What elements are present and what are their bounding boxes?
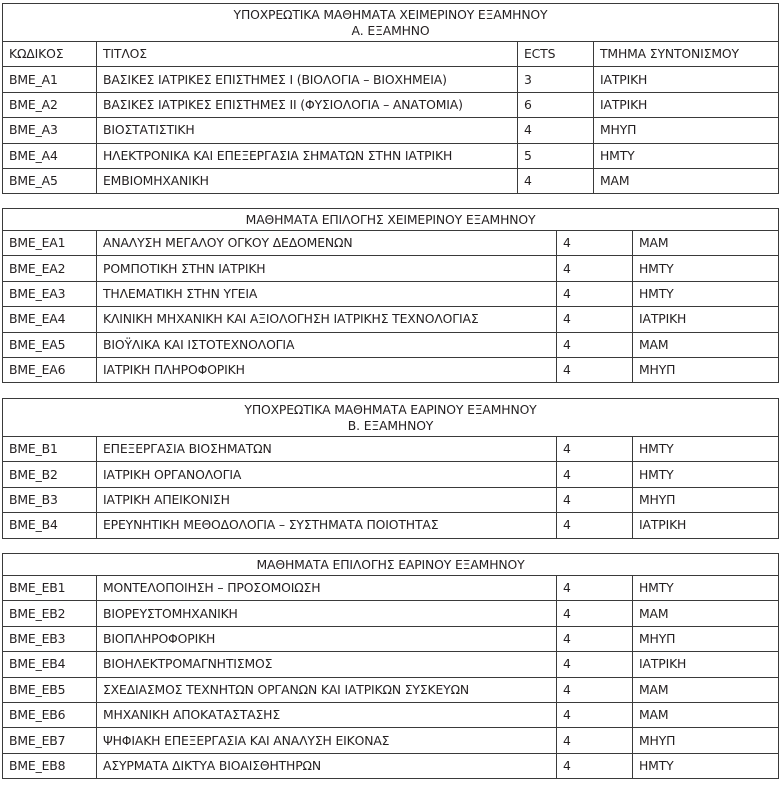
table-subtitle-line: Β. ΕΞΑΜΗΝΟΥ (347, 418, 434, 433)
table-header-row (3, 42, 779, 67)
course-ects: 4 (557, 626, 633, 651)
course-department: ΜΑΜ (633, 702, 779, 727)
header-department: ΤΜΗΜΑ ΣΥΝΤΟΝΙΣΜΟΥ (594, 42, 779, 67)
course-title: ΙΑΤΡΙΚΗ ΟΡΓΑΝΟΛΟΓΙΑ (97, 462, 557, 487)
course-title: ΨΗΦΙΑΚΗ ΕΠΕΞΕΡΓΑΣΙΑ ΚΑΙ ΑΝΑΛΥΣΗ ΕΙΚΟΝΑΣ (97, 728, 557, 753)
course-code: BME_EB3 (3, 626, 97, 651)
course-ects: 4 (557, 487, 633, 512)
course-ects: 4 (557, 702, 633, 727)
course-code: BME_EB7 (3, 728, 97, 753)
course-title: ΕΡΕΥΝΗΤΙΚΗ ΜΕΘΟΔΟΛΟΓΙΑ – ΣΥΣΤΗΜΑΤΑ ΠΟΙΟΤΗΤΑΣ (97, 513, 557, 538)
course-code: BME_B3 (3, 487, 97, 512)
course-title: ΤΗΛΕΜΑΤΙΚΗ ΣΤΗΝ ΥΓΕΙΑ (97, 281, 557, 306)
course-code: BME_B1 (3, 437, 97, 462)
course-department: ΙΑΤΡΙΚΗ (594, 92, 779, 117)
course-title: ΑΝΑΛΥΣΗ ΜΕΓΑΛΟΥ ΟΓΚΟΥ ΔΕΔΟΜΕΝΩΝ (97, 231, 557, 256)
course-ects: 4 (557, 601, 633, 626)
course-code: BME_A2 (3, 92, 97, 117)
course-title: ΒΙΟΠΛΗΡΟΦΟΡΙΚΗ (97, 626, 557, 651)
header-ects: ECTS (518, 42, 594, 67)
spring-mandatory-courses-table (2, 398, 779, 539)
table-title-row (3, 554, 779, 576)
course-title: ΡΟΜΠΟΤΙΚΗ ΣΤΗΝ ΙΑΤΡΙΚΗ (97, 256, 557, 281)
table-row (3, 487, 779, 512)
course-ects: 4 (557, 513, 633, 538)
course-title: ΕΜΒΙΟΜΗΧΑΝΙΚΗ (97, 168, 518, 193)
table-row (3, 702, 779, 727)
course-ects: 5 (518, 143, 594, 168)
table-row (3, 513, 779, 538)
course-department: ΜΗΥΠ (633, 728, 779, 753)
course-ects: 4 (557, 357, 633, 382)
course-ects: 4 (557, 753, 633, 778)
course-ects: 4 (557, 677, 633, 702)
table-row (3, 357, 779, 382)
course-ects: 4 (557, 256, 633, 281)
course-ects: 4 (518, 118, 594, 143)
winter-mandatory-courses-table (2, 3, 779, 194)
course-title: ΒΑΣΙΚΕΣ ΙΑΤΡΙΚΕΣ ΕΠΙΣΤΗΜΕΣ ΙΙ (ΦΥΣΙΟΛΟΓΙΑ – ΑΝΑΤΟΜΙΑ) (97, 92, 518, 117)
course-title: ΜΗΧΑΝΙΚΗ ΑΠΟΚΑΤΑΣΤΑΣΗΣ (97, 702, 557, 727)
course-department: ΜΑΜ (633, 332, 779, 357)
course-ects: 4 (557, 652, 633, 677)
course-code: BME_EA2 (3, 256, 97, 281)
course-department: ΜΗΥΠ (633, 357, 779, 382)
table-row (3, 143, 779, 168)
table-row (3, 92, 779, 117)
table-title-line: ΥΠΟΧΡΕΩΤΙΚΑ ΜΑΘΗΜΑΤΑ ΧΕΙΜΕΡΙΝΟΥ ΕΞΑΜΗΝΟΥ (233, 7, 548, 22)
table-row (3, 437, 779, 462)
course-department: ΙΑΤΡΙΚΗ (633, 513, 779, 538)
table-row (3, 753, 779, 778)
course-department: ΜΗΥΠ (633, 626, 779, 651)
spring-elective-courses-table (2, 553, 779, 779)
course-department: ΜΗΥΠ (594, 118, 779, 143)
course-code: BME_A4 (3, 143, 97, 168)
course-title: ΒΙΟΡΕΥΣΤΟΜΗΧΑΝΙΚΗ (97, 601, 557, 626)
table-row (3, 118, 779, 143)
table-row (3, 332, 779, 357)
course-code: BME_A5 (3, 168, 97, 193)
winter-elective-courses-table (2, 208, 779, 383)
course-code: BME_EB5 (3, 677, 97, 702)
table-title-line: ΜΑΘΗΜΑΤΑ ΕΠΙΛΟΓΗΣ ΧΕΙΜΕΡΙΝΟΥ ΕΞΑΜΗΝΟΥ (245, 212, 536, 227)
table-title-line: ΜΑΘΗΜΑΤΑ ΕΠΙΛΟΓΗΣ ΕΑΡΙΝΟΥ ΕΞΑΜΗΝΟΥ (256, 557, 525, 572)
course-code: BME_EB2 (3, 601, 97, 626)
table-row (3, 256, 779, 281)
course-ects: 4 (557, 281, 633, 306)
course-department: ΜΑΜ (633, 677, 779, 702)
course-title: ΒΙΟΗΛΕΚΤΡΟΜΑΓΝΗΤΙΣΜΟΣ (97, 652, 557, 677)
table-row (3, 462, 779, 487)
table-row (3, 728, 779, 753)
course-title: ΙΑΤΡΙΚΗ ΠΛΗΡΟΦΟΡΙΚΗ (97, 357, 557, 382)
course-title: ΑΣΥΡΜΑΤΑ ΔΙΚΤΥΑ ΒΙΟΑΙΣΘΗΤΗΡΩΝ (97, 753, 557, 778)
course-department: ΙΑΤΡΙΚΗ (633, 307, 779, 332)
course-department: ΙΑΤΡΙΚΗ (594, 67, 779, 92)
course-title: ΚΛΙΝΙΚΗ ΜΗΧΑΝΙΚΗ ΚΑΙ ΑΞΙΟΛΟΓΗΣΗ ΙΑΤΡΙΚΗΣ ΤΕΧΝΟΛΟΓΙΑΣ (97, 307, 557, 332)
course-ects: 3 (518, 67, 594, 92)
course-department: ΗΜΤΥ (633, 576, 779, 601)
table-row (3, 67, 779, 92)
course-ects: 4 (557, 728, 633, 753)
course-code: BME_B4 (3, 513, 97, 538)
table-row (3, 677, 779, 702)
course-department: ΗΜΤΥ (633, 753, 779, 778)
table-subtitle-line: Α. ΕΞΑΜΗΝΟ (351, 23, 430, 38)
header-title: ΤΙΤΛΟΣ (97, 42, 518, 67)
course-department: ΗΜΤΥ (633, 437, 779, 462)
course-code: BME_EA3 (3, 281, 97, 306)
table-title (3, 4, 779, 42)
table-row (3, 168, 779, 193)
table-row (3, 601, 779, 626)
course-department: ΜΑΜ (633, 231, 779, 256)
header-code: ΚΩΔΙΚΟΣ (3, 42, 97, 67)
course-title: ΒΙΟΫΛΙΚΑ ΚΑΙ ΙΣΤΟΤΕΧΝΟΛΟΓΙΑ (97, 332, 557, 357)
course-code: BME_EA1 (3, 231, 97, 256)
table-title (3, 399, 779, 437)
course-department: ΗΜΤΥ (633, 281, 779, 306)
course-code: BME_EA6 (3, 357, 97, 382)
course-department: ΙΑΤΡΙΚΗ (633, 652, 779, 677)
course-ects: 4 (518, 168, 594, 193)
table-title-row (3, 4, 779, 42)
course-title: ΣΧΕΔΙΑΣΜΟΣ ΤΕΧΝΗΤΩΝ ΟΡΓΑΝΩΝ ΚΑΙ ΙΑΤΡΙΚΩΝ ΣΥΣΚΕΥΩΝ (97, 677, 557, 702)
course-code: BME_A1 (3, 67, 97, 92)
course-ects: 4 (557, 462, 633, 487)
course-code: BME_EB8 (3, 753, 97, 778)
table-title (3, 209, 779, 231)
course-department: ΜΗΥΠ (633, 487, 779, 512)
course-title: ΒΙΟΣΤΑΤΙΣΤΙΚΗ (97, 118, 518, 143)
table-title-line: ΥΠΟΧΡΕΩΤΙΚΑ ΜΑΘΗΜΑΤΑ ΕΑΡΙΝΟΥ ΕΞΑΜΗΝΟΥ (244, 402, 537, 417)
course-title: ΒΑΣΙΚΕΣ ΙΑΤΡΙΚΕΣ ΕΠΙΣΤΗΜΕΣ Ι (ΒΙΟΛΟΓΙΑ – ΒΙΟΧΗΜΕΙΑ) (97, 67, 518, 92)
table-row (3, 307, 779, 332)
course-ects: 4 (557, 437, 633, 462)
course-title: ΜΟΝΤΕΛΟΠΟΙΗΣΗ – ΠΡΟΣΟΜΟΙΩΣΗ (97, 576, 557, 601)
course-title: ΙΑΤΡΙΚΗ ΑΠΕΙΚΟΝΙΣΗ (97, 487, 557, 512)
course-department: ΜΑΜ (594, 168, 779, 193)
course-code: BME_EB1 (3, 576, 97, 601)
course-ects: 4 (557, 307, 633, 332)
table-title-row (3, 209, 779, 231)
course-ects: 4 (557, 576, 633, 601)
course-code: BME_EB6 (3, 702, 97, 727)
course-ects: 4 (557, 332, 633, 357)
table-title-row (3, 399, 779, 437)
table-row (3, 576, 779, 601)
course-code: BME_A3 (3, 118, 97, 143)
course-code: BME_EA4 (3, 307, 97, 332)
course-ects: 4 (557, 231, 633, 256)
table-row (3, 652, 779, 677)
course-code: BME_EB4 (3, 652, 97, 677)
course-department: ΗΜΤΥ (633, 256, 779, 281)
course-title: ΗΛΕΚΤΡΟΝΙΚΑ ΚΑΙ ΕΠΕΞΕΡΓΑΣΙΑ ΣΗΜΑΤΩΝ ΣΤΗΝ ΙΑΤΡΙΚΗ (97, 143, 518, 168)
course-code: BME_EA5 (3, 332, 97, 357)
course-ects: 6 (518, 92, 594, 117)
table-row (3, 626, 779, 651)
course-title: ΕΠΕΞΕΡΓΑΣΙΑ ΒΙΟΣΗΜΑΤΩΝ (97, 437, 557, 462)
table-title (3, 554, 779, 576)
table-row (3, 281, 779, 306)
course-code: BME_B2 (3, 462, 97, 487)
course-department: ΗΜΤΥ (594, 143, 779, 168)
course-department: ΜΑΜ (633, 601, 779, 626)
course-department: ΗΜΤΥ (633, 462, 779, 487)
table-row (3, 231, 779, 256)
